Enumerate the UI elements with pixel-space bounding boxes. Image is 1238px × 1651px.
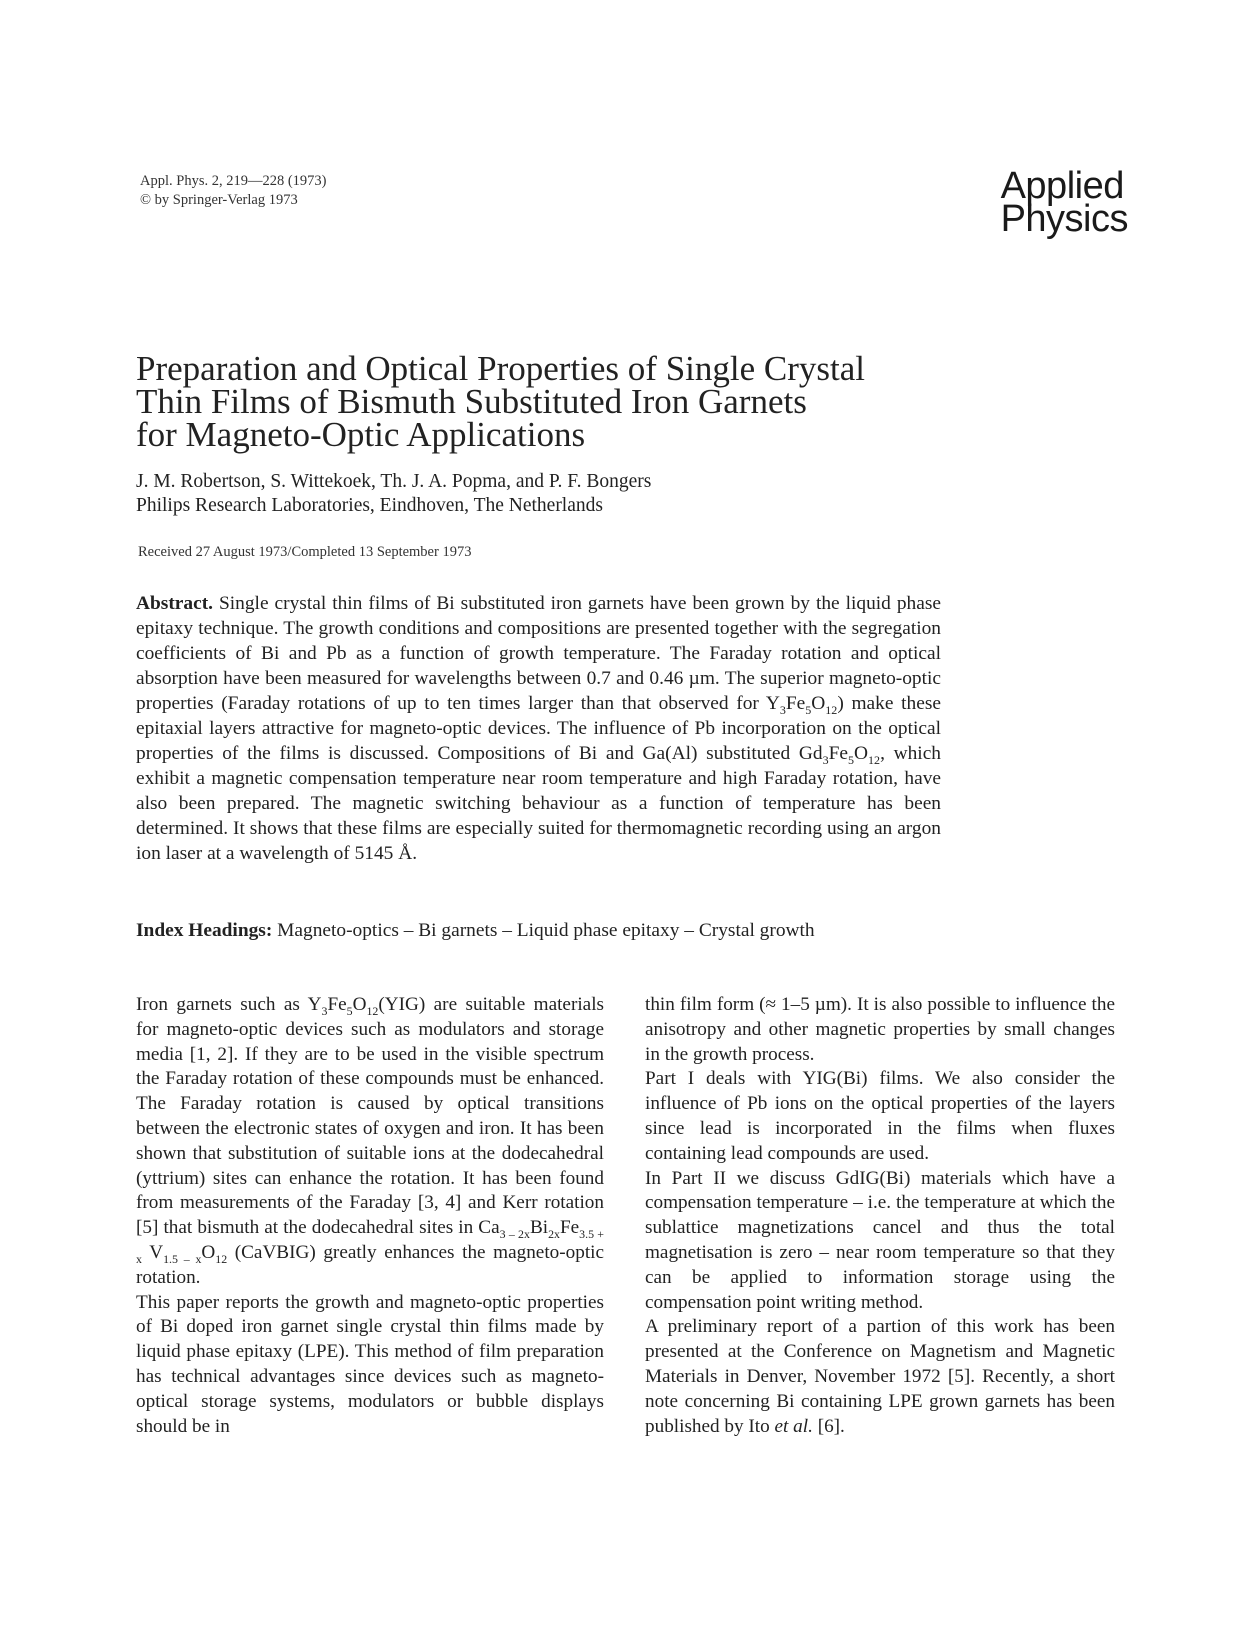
abstract: Abstract. Single crystal thin films of Bi substituted iron garnets have been grown by the liquid phase epitaxy technique. The growth conditions and compositions are presented together with the segregation coefficients of Bi and Pb as a function of growth temperature. The Faraday rotation and optical absorption have been measured for wavelengths between 0.7 and 0.46 µm. The superior magneto-optic properties (Faraday rotations of up to ten times larger than that observed for $Y_3Fe_5O_{12}$) make these epitaxial layers attractive for magneto-optic devices. The influence of Pb incorporation on the optical properties of the films is discussed. Compositions of Bi and Ga(Al) substituted $Gd_3Fe_5O_{12}$, which exhibit a magnetic compensation temperature near room temperature and high Faraday rotation, have also been prepared. The magnetic switching behaviour as a function of temperature has been determined. It shows that these films are especially suited for thermomagnetic recording using an argon ion laser at a wavelength of 5145 Å. [136,593,941,864]
body-column-right [645,993,1115,1439]
title-line: for Magneto-Optic Applications [136,415,586,454]
affiliation: Philips Research Laboratories, Eindhoven, The Netherlands [136,495,603,516]
body-paragraph: Part I deals with YIG(Bi) films. We also consider the influence of Pb ions on the optical properties of the layers since lead is incorporated in the films when fluxes containing lead compounds are used. [645,1068,1115,1164]
journal-logo [1000,165,1128,240]
body-paragraph: In Part II we discuss GdIG(Bi) materials which have a compensation temperature – i.e. the temperature at which the sublattice magnetizations cancel and thus the total magnetisation is zero – near room temperature so that they can be applied to information storage using the compensation point writing method. [645,1167,1115,1313]
title-line: Preparation and Optical Properties of Single Crystal [136,349,866,388]
index-headings-label: Index Headings: [136,920,273,941]
index-headings-text: Magneto-optics – Bi garnets – Liquid phase epitaxy – Crystal growth [272,920,815,941]
received-dates: Received 27 August 1973/Completed 13 September 1973 [138,544,472,560]
body-paragraph: A preliminary report of a partion of this work has been presented at the Conference on Magnetism and Magnetic Materials in Denver, November 1972 [5]. Recently, a short note concerning Bi containing LPE grown garnets has been published by Ito et al. [6]. [645,1316,1115,1437]
body-paragraph: Iron garnets such as $Y_3Fe_5O_{12}(YIG)$ are suitable materials for magneto-optic devices such as modulators and storage media [1, 2]. If they are to be used in the visible spectrum the Faraday rotation of these compounds must be enhanced. The Faraday rotation is caused by optical transitions between the electronic states of oxygen and iron. It has been shown that substitution of suitable ions at the dodecahedral (yttrium) sites can enhance the rotation. It has been found from measurements of the Faraday [3, 4] and Kerr rotation [5] that bismuth at the dodecahedral sites in $Ca_{3 - 2x}Bi_{2x}Fe_{3.5 + x}$ $V_{1.5 - x}O_{12}$ (CaVBIG) greatly enhances the magneto-optic rotation. [136,994,605,1288]
abstract-label: Abstract. [136,593,214,614]
author-block [136,470,651,518]
body-paragraph: thin film form (≈ 1–5 µm). It is also possible to influence the anisotropy and other magnetic properties by small changes in the growth process. [645,994,1115,1065]
article-title [136,349,996,454]
journal-logo-line1: Applied [1000,165,1124,207]
title-line: Thin Films of Bismuth Substituted Iron Garnets [136,382,807,421]
body-column-left [136,993,604,1439]
journal-logo-line2: Physics [1000,198,1128,240]
journal-citation: Appl. Phys. 2, 219—228 (1973) [140,173,327,189]
index-headings [136,918,941,943]
journal-reference [140,172,327,210]
body-paragraph: This paper reports the growth and magneto-optic properties of Bi doped iron garnet single crystal thin films made by liquid phase epitaxy (LPE). This method of film preparation has technical advantages since devices such as magneto-optical storage systems, modulators or bubble displays should be in [136,1291,604,1437]
authors: J. M. Robertson, S. Wittekoek, Th. J. A. Popma, and P. F. Bongers [136,471,652,492]
copyright-notice: © by Springer-Verlag 1973 [140,192,298,208]
